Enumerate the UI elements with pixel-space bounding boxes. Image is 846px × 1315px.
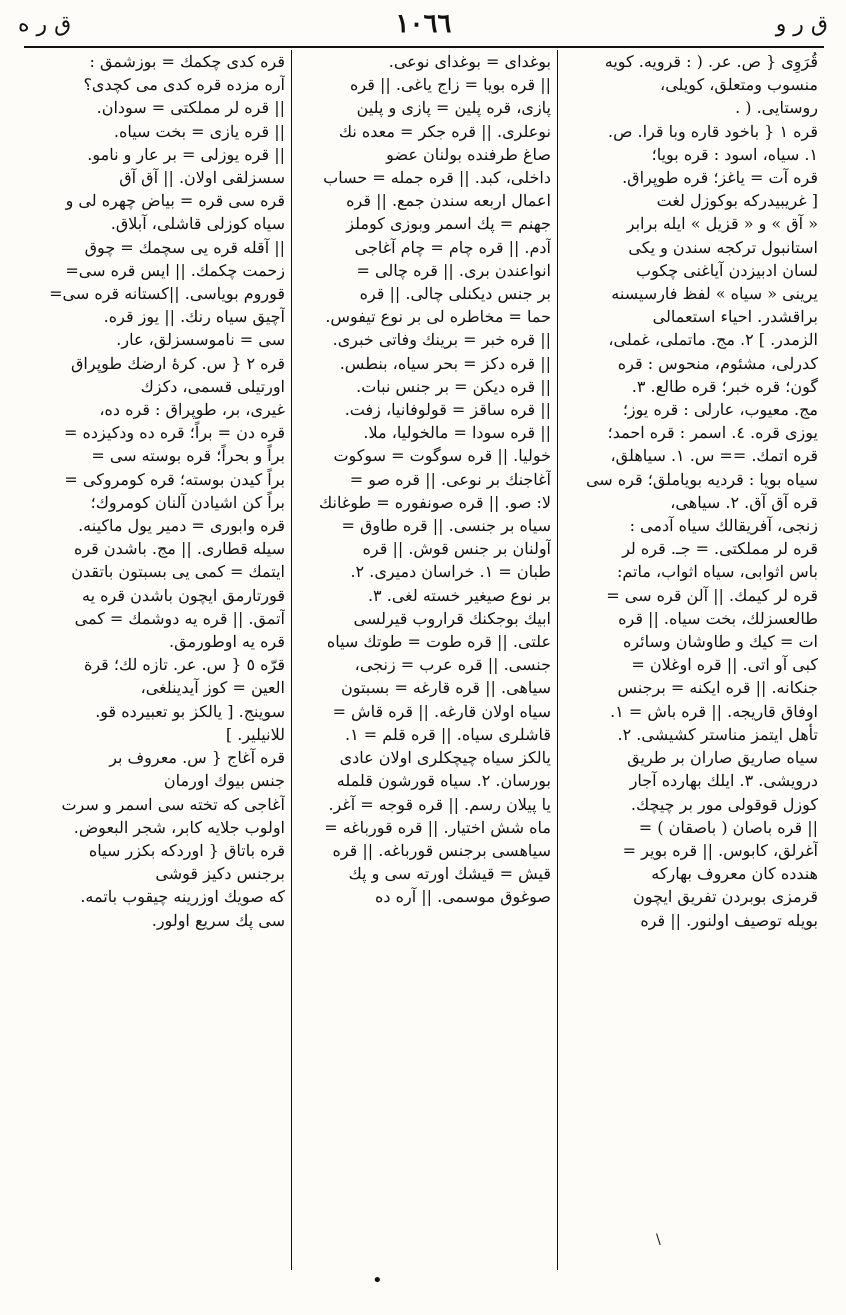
text-line: لا: صو. || قره صونفوره = طوغانك [319,492,551,512]
text-line: برجنس دكيز قوشى [155,864,285,884]
text-line: خوليا. || قره سوگوت = سوكوت [333,446,551,466]
text-line: براً و بحراً؛ قره بوسته سى = [91,446,285,466]
text-line: كدرلى، مشئوم، منحوس : قره [617,353,818,373]
text-line: استانبول تركجه سندن و يكى [628,237,818,257]
text-line: نوعلرى. || قره جكر = معده نك [338,121,551,141]
text-line: قرمزى بوبردن تفريق ايچون [633,887,818,907]
text-line: قره دن = براً؛ قره ده ودكيزده = [64,423,285,443]
text-line: قره كدى چكمك = بوزشمق : [89,52,285,71]
text-line: منسوب ومتعلق، كويلى، [660,75,818,95]
text-line: سى پك سريع اولور. [151,910,285,930]
footer-dot: • [372,1270,383,1291]
text-line: قاشلرى سياه. || قره قلم = ١. [345,724,551,744]
text-line: زنجى، آفريقالك سياه آدمى : [629,516,818,536]
text-line: هندده كان معروف بهاركه [651,864,818,884]
text-line: آغاجنك بر نوعى. || قره صو = [349,469,551,489]
text-line: قره وابورى = دمير يول ماكينه. [78,516,285,536]
text-line: اوفاق قاريجه. || قره باش = ١. [610,701,818,721]
column-right [558,50,824,1270]
text-line: اورتيلى قسمى، دكزك [140,376,285,396]
text-line: سى = ناموسسزلق، عار. [116,330,285,350]
text-line: اولوب جلايه كابر، شجر البعوض. [73,817,285,837]
text-line: قره لر كيمك. || آلن قره سى = [606,585,818,605]
text-line: قوروم بوياسى. ||كستانه قره سى= [49,284,285,304]
text-line: سياه بويا : قرديه بوياملق؛ قره سى [585,469,818,489]
text-line: سياهسى برجنس قورباغه. || قره [332,840,551,860]
text-line: || قره بويا = زاج ياغى. || قره [350,75,551,95]
text-line: آتمق. || قره يه دوشمك = كمى [74,608,285,628]
column-left [26,50,292,1270]
text-line: صوغوق موسمى. || آره ده [375,887,551,907]
running-head-left: ق ر ه [18,11,72,37]
text-line: || قره يوزلى = بر عار و نامو. [87,144,285,164]
text-line: قره آق آق. ٢. سياهى، [670,492,818,512]
text-line: || قره يازى = بخت سياه. [113,121,285,141]
text-line: كه صويك اوزرينه چيقوب باتمه. [80,887,285,907]
text-line: قره ١ { باخود قاره وبا قرا. ص. [608,121,818,141]
text-line: غيرى، بر، طوپراق : قره ده، [99,400,285,420]
text-line: باس اثوابى، سياه اثواب، ماتم: [616,562,818,582]
text-line: قيش = قيشك اورته سى و پك [348,864,551,884]
text-line: يرينى « سياه » لفظ فارسيسنه [611,284,818,304]
text-line: جنكانه. || قره ايكنه = برجنس [617,678,818,698]
text-line: ماه شش اختيار. || قره قورباغه = [324,817,551,837]
text-line: درويشى. ٣. ايلك بهارده آجار [629,771,818,791]
text-line: آولنان بر جنس قوش. || قره [362,539,551,559]
text-line: جهنم = پك اسمر وبوزى كوملز [346,214,551,234]
text-line: الزمدر. ] ٢. مج. ماتملى، غملى، [608,330,818,350]
text-line: سيله قطارى. || مج. باشدن قره [73,539,285,559]
text-line: ات = كيك و طاوشان وسائره [622,632,818,652]
text-line: كبى آو اتى. || قره اوغلان = [631,655,818,675]
text-line: قره يه اوطورمق. [169,632,285,652]
text-line: ابيك بوجكنك قراروب قيرلسى [353,608,551,628]
text-line: قره اتمك. == س. ١. سياهلق، [610,446,818,466]
text-line: || قره باصان ( باصقان ) = [638,817,818,837]
text-line: براً كن اشيادن آلنان كومروك؛ [90,492,285,512]
text-line: قره ٢ { س. كرهٔ ارضك طوپراق [71,353,285,373]
text-line: آغاجى كه تخته سى اسمر و سرت [61,794,285,814]
text-line: اعمال اربعه سندن جمع. || قره [346,191,551,211]
text-line: سسزلقى اولان. || آق آق [119,168,285,188]
text-line: قره آت = ياغز؛ قره طوپراق. [622,168,818,188]
text-line: بورسان. ٢. سياه قورشون قلمله [336,771,551,791]
dictionary-columns [24,50,824,1270]
text-line: داخلى، كبد. || قره جمله = حساب [323,168,551,188]
text-line: صاغ طرفنده بولنان عضو [386,144,551,164]
text-line: علتى. || قره طوت = طوتك سياه [326,632,551,652]
text-line: مج. معيوب، عارلى : قره يوز؛ [622,400,818,420]
text-line: ايتمك = كمى يى بسبتون باتقدن [71,562,285,582]
text-line: جنسى. || قره عرب = زنجى، [354,655,551,675]
text-line: بويله توصيف اولنور. || قره [640,910,818,930]
text-line: « آق » و « قزيل » ايله برابر [626,214,818,234]
text-line: بوغداى = بوغداى نوعى. [388,52,551,71]
text-line: كوزل قوقولى مور بر چيچك. [630,794,818,814]
text-line: قره لر مملكتى. = جـ. قره لر [622,539,818,559]
column-middle [292,50,558,1270]
text-line: سياه كوزلى قاشلى، آبلاق. [110,214,285,234]
text-line: گون؛ قره خبر؛ قره طالع. ٣. [631,376,818,396]
text-line: تأهل ايتمز مناستر كشيشى. ٢. [617,724,818,744]
text-line: || قره سودا = مالخوليا، ملا. [363,423,551,443]
text-line: حما = مخاطره لى بر نوع تيفوس. [325,307,551,327]
text-line: روستايى. ( . [735,98,818,118]
text-line: سياهى. || قره قارغه = بسبتون [340,678,551,698]
text-line: يالكز سياه چيچكلرى اولان عادى [339,748,551,768]
text-line: قورتارمق ايچون باشدن قره يه [82,585,285,605]
text-line: قُرَوِى { ص. عر. ( : قرويه. كويه [604,52,818,71]
text-line: آدم. || قره چام = چام آغاجى [354,237,551,257]
header-rule [24,46,824,48]
stray-mark: \ [656,1232,661,1248]
text-line: سياه صاريق صاران بر طريق [627,748,818,768]
text-line: سوينج. [ يالكز بو تعبيرده قو. [95,701,285,721]
text-line: يا پيلان رسم. || قره قوجه = آغر. [328,794,551,814]
text-line: بر نوع صيغير خسته لغى. ٣. [367,585,551,605]
text-line: || قره ساقز = قولوفانيا، زفت. [344,400,551,420]
text-line: لسان ادبيزدن آياغنى چكوب [636,260,818,280]
text-line: || قره دكز = بحر سياه، بنطس. [339,353,551,373]
page-number: ١٠٦٦ [395,9,452,39]
text-line: قره باتاق { اوردكه بكزر سياه [88,840,285,860]
text-line: || آقله قره يى سچمك = چوق [84,237,285,257]
text-line: ١. سياه، اسود : قره بويا؛ [651,144,818,164]
text-line: || قره خبر = برينك وفاتى خبرى. [332,330,551,350]
text-line: آره مزده قره كدى مى كچدى؟ [83,75,285,95]
text-line: [ غريبيدركه بوكوزل لغت [656,191,818,211]
text-line: براقشدر. احياء استعمالى [652,307,818,327]
text-line: جنس بيوك اورمان [163,771,285,791]
text-line: || قره ديكن = بر جنس نبات. [356,376,551,396]
text-line: للانيلير. ] [225,724,285,744]
text-line: سياه اولان قارغه. || قره قاش = [332,701,551,721]
text-line: بر جنس ديكنلى چالى. || قره [359,284,551,304]
text-line: يوزى قره. ٤. اسمر : قره احمد؛ [607,423,818,443]
text-line: طبان = ١. خراسان دميرى. ٢. [350,562,551,582]
text-line: العين = كوز آيدينلغى، [140,678,285,698]
text-line: آغرلق، كابوس. || قره بوير = [622,840,818,860]
text-line: پازى، قره پلين = پازى و پلين [356,98,551,118]
text-line: سياه بر جنسى. || قره طاوق = [341,516,551,536]
running-header [18,6,828,42]
text-line: طالعسزلك، بخت سياه. || قره [618,608,818,628]
text-line: زحمت چكمك. || ايس قره سى= [65,260,285,280]
text-line: || قره لر مملكتى = سودان. [96,98,285,118]
text-line: قره سى قره = بياض چهره لى و [65,191,285,211]
text-line: انواعندن برى. || قره چالى = [356,260,551,280]
text-line: قره آغاج { س. معروف بر [109,748,285,768]
running-head-right: ق ر و [775,11,828,37]
text-line: قرّه ٥ { س. عر. تازه لك؛ قرة [83,655,285,675]
text-line: براً كيدن بوسته؛ قره كومروكى = [64,469,285,489]
text-line: آچيق سياه رنك. || يوز قره. [103,307,285,327]
